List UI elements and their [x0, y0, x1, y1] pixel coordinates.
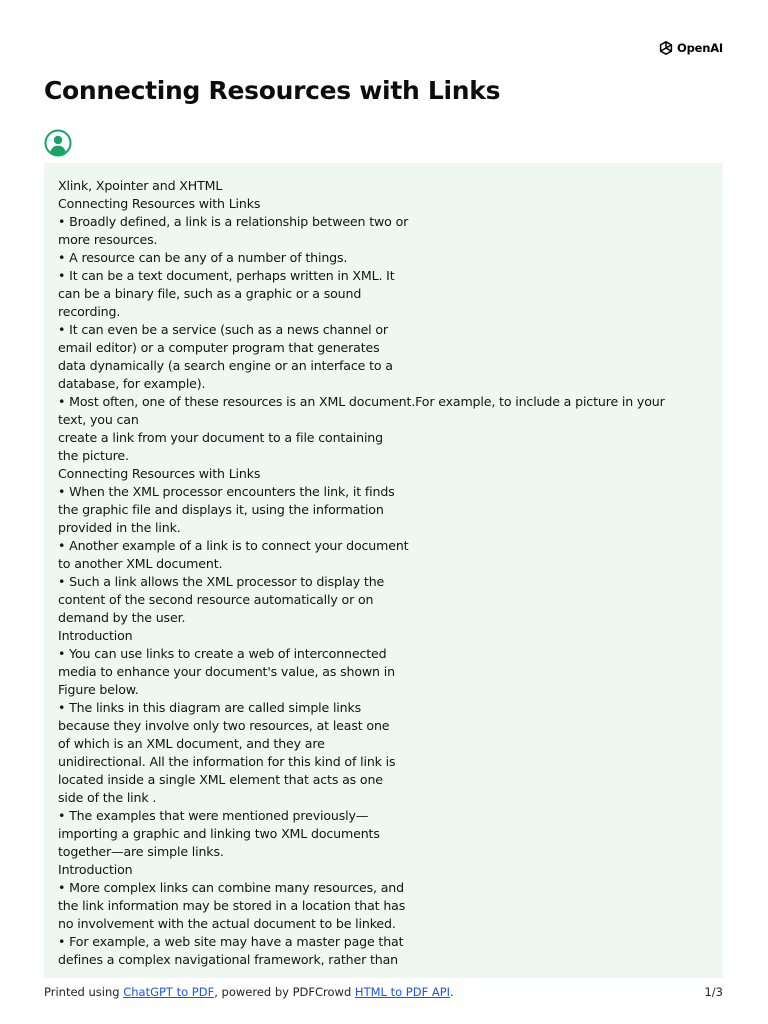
message-line: Introduction	[58, 862, 133, 877]
page-title: Connecting Resources with Links	[44, 76, 501, 105]
message-line: content of the second resource automatically or on	[58, 592, 374, 607]
message-line: side of the link .	[58, 790, 157, 805]
message-line: together—are simple links.	[58, 844, 224, 859]
message-line: located inside a single XML element that acts as one	[58, 772, 383, 787]
message-line: of which is an XML document, and they are	[58, 736, 325, 751]
message-line: text, you can	[58, 412, 139, 427]
message-line: • Most often, one of these resources is an XML document.For example, to include a picture in your	[58, 394, 665, 409]
html-to-pdf-api-link[interactable]: HTML to PDF API	[354, 985, 451, 999]
message-line: • It can be a text document, perhaps written in XML. It	[58, 268, 395, 283]
message-line: • Broadly defined, a link is a relationship between two or	[58, 214, 409, 229]
message-line: • For example, a web site may have a master page that	[58, 934, 404, 949]
message-line: database, for example).	[58, 376, 206, 391]
message-line: provided in the link.	[58, 520, 181, 535]
message-line: unidirectional. All the information for this kind of link is	[58, 754, 396, 769]
message-line: defines a complex navigational framework, rather than	[58, 952, 399, 967]
message-line: • Such a link allows the XML processor to display the	[58, 574, 385, 589]
openai-logo-icon	[658, 40, 674, 56]
message-line: importing a graphic and linking two XML documents	[58, 826, 380, 841]
message-line: because they involve only two resources, at least one	[58, 718, 390, 733]
footer-credit	[44, 985, 454, 999]
message-line: • You can use links to create a web of interconnected	[58, 646, 387, 661]
message-line: • The examples that were mentioned previously—	[58, 808, 369, 823]
message-content	[44, 163, 723, 978]
openai-brand	[658, 40, 723, 56]
message-line: Introduction	[58, 628, 133, 643]
message-line: media to enhance your document's value, as shown in	[58, 664, 395, 679]
footer-middle: , powered by PDFCrowd	[214, 985, 355, 999]
brand-name: OpenAI	[677, 41, 723, 55]
page-number: 1/3	[704, 985, 723, 999]
message-line: data dynamically (a search engine or an interface to a	[58, 358, 393, 373]
message-line: recording.	[58, 304, 121, 319]
message-line: the picture.	[58, 448, 129, 463]
message-line: Xlink, Xpointer and XHTML	[58, 178, 223, 193]
page-footer	[44, 985, 723, 999]
message-line: Connecting Resources with Links	[58, 466, 261, 481]
footer-prefix: Printed using	[44, 985, 124, 999]
user-avatar-icon	[44, 129, 72, 157]
message-line: the link information may be stored in a location that has	[58, 898, 406, 913]
message-line: no involvement with the actual document to be linked.	[58, 916, 396, 931]
message-line: Connecting Resources with Links	[58, 196, 261, 211]
message-line: the graphic file and displays it, using the information	[58, 502, 384, 517]
message-line: Figure below.	[58, 682, 139, 697]
message-line: • It can even be a service (such as a news channel or	[58, 322, 388, 337]
message-line: • Another example of a link is to connect your document	[58, 538, 409, 553]
message-line: to another XML document.	[58, 556, 223, 571]
message-line: create a link from your document to a file containing	[58, 430, 383, 445]
message-line: email editor) or a computer program that generates	[58, 340, 380, 355]
message-line: • The links in this diagram are called simple links	[58, 700, 362, 715]
footer-suffix: .	[450, 985, 454, 999]
message-line: • When the XML processor encounters the link, it finds	[58, 484, 395, 499]
message-line: demand by the user.	[58, 610, 186, 625]
message-line: • A resource can be any of a number of things.	[58, 250, 348, 265]
message-line: more resources.	[58, 232, 158, 247]
chatgpt-to-pdf-link[interactable]: ChatGPT to PDF	[123, 985, 215, 999]
message-line: can be a binary file, such as a graphic or a sound	[58, 286, 362, 301]
message-line: • More complex links can combine many resources, and	[58, 880, 404, 895]
